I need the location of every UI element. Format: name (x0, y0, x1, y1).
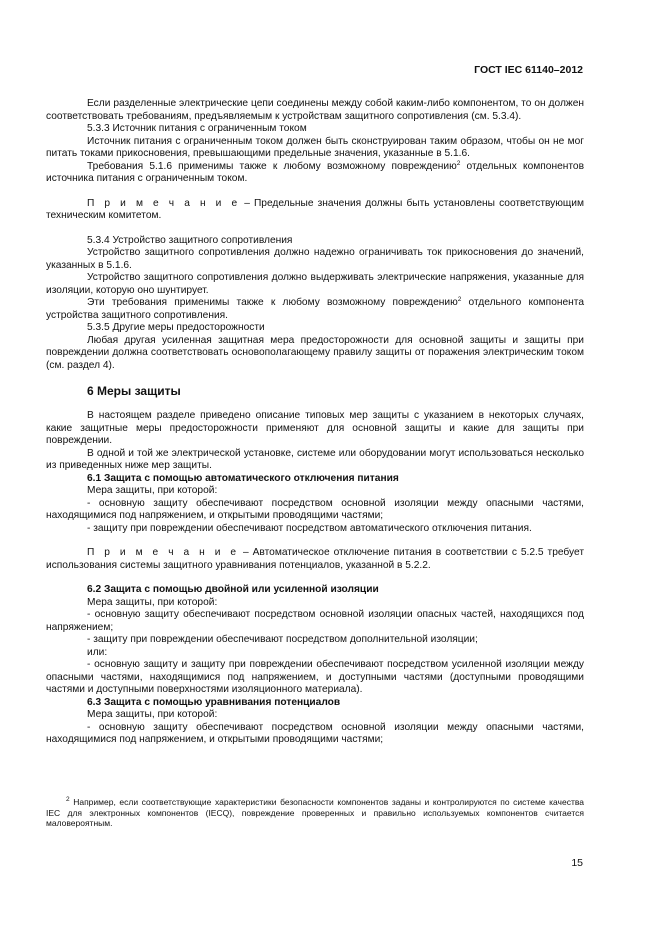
page-content (46, 98, 584, 747)
subsection-title-5-3-4: 5.3.4 Устройство защитного сопротивления (87, 234, 293, 246)
footnote-ref: 2 (456, 159, 461, 167)
paragraph: Требования 5.1.6 применимы также к любому возможному повреждению$^2$ отдельных компонентов источника питания с ограниченным током. (46, 159, 584, 184)
footnote-mark: 2 (66, 796, 70, 803)
subsection-title-6-1: 6.1 Защита с помощью автоматического отключения питания (87, 472, 399, 484)
list-item: - основную защиту обеспечивают посредством основной изоляции между опасными частями, находящимися под напряжением, и открытыми проводящими частями; (46, 721, 584, 745)
note-label: П р и м е ч а н и е (87, 197, 241, 209)
subsection-title-5-3-5: 5.3.5 Другие меры предосторожности (87, 322, 265, 333)
list-item: - основную защиту обеспечивают посредством основной изоляции опасных частей, находящихся под напряжением; (46, 609, 584, 633)
paragraph: Любая другая усиленная защитная мера предосторожности для основной защиты и защиты при повреждении должна соответствовать основополагающему правилу защиты от поражения электрическим током (см. раздел 4). (46, 334, 584, 371)
note-label: П р и м е ч а н и е (87, 547, 240, 558)
paragraph: Устройство защитного сопротивления должно выдерживать электрические напряжения, указанные для изоляции, которую оно шунтирует. (46, 272, 584, 296)
page-number: 15 (571, 857, 583, 869)
paragraph: Если разделенные электрические цепи соединены между собой каким-либо компонентом, то он должен соответствовать требованиям, предъявляемым к устройствам защитного сопротивления (см. 5.3.4). (46, 98, 584, 122)
subsection-title-5-3-3: 5.3.3 Источник питания с ограниченным током (87, 123, 307, 134)
note: П р и м е ч а н и е – Автоматическое отключение питания в соответствии с 5.2.5 требует использования системы защитного уравнивания потенциалов, указанной в 5.2.2. (46, 547, 584, 571)
paragraph: Источник питания с ограниченным током должен быть сконструирован таким образом, чтобы он не мог питать токами прикосновения, превышающими предельные значения, указанные в 5.1.6. (46, 135, 584, 159)
list-item: - основную защиту и защиту при повреждении обеспечивают посредством усиленной изоляции между опасными частями, находящимися под напряжением, и доступными частями (доступными проводящими частями и доступными поверхностями изоляционного материала). (46, 659, 584, 695)
section-title-6: 6 Меры защиты (87, 384, 181, 398)
list-item: - защиту при повреждении обеспечивают посредством автоматического отключения питания. (87, 522, 532, 534)
standard-header: ГОСТ IEC 61140–2012 (474, 64, 583, 76)
paragraph: Мера защиты, при которой: (87, 485, 218, 496)
paragraph: Мера защиты, при которой: (87, 709, 218, 720)
subsection-title-6-2: 6.2 Защита с помощью двойной или усиленной изоляции (87, 584, 379, 595)
paragraph: или: (87, 646, 108, 658)
paragraph: Устройство защитного сопротивления должно надежно ограничивать ток прикосновения до значений, указанных в 5.1.6. (46, 247, 584, 271)
list-item: - основную защиту обеспечивают посредством основной изоляции между опасными частями, находящимися под напряжением, и открытыми проводящими частями; (46, 497, 584, 521)
paragraph: Эти требования применимы также к любому возможному повреждению$^2$ отдельного компонента устройства защитного сопротивления. (46, 296, 584, 321)
footnote: $^2$ Например, если соответствующие характеристики безопасности компонентов заданы и контролируются по системе качества IEC для электронных компонентов (IECQ), повреждение проверенных и правильно используемых компонентов считается маловероятным. (46, 796, 584, 828)
paragraph: В одной и той же электрической установке, системе или оборудовании могут использоваться несколько из приведенных ниже мер защиты. (46, 447, 584, 471)
list-item: - защиту при повреждении обеспечивают посредством дополнительной изоляции; (87, 634, 478, 645)
subsection-title-6-3: 6.3 Защита с помощью уравнивания потенциалов (87, 696, 341, 708)
note: П р и м е ч а н и е – Предельные значения должны быть установлены соответствующим техническим комитетом. (46, 197, 584, 221)
paragraph: Мера защиты, при которой: (87, 596, 218, 608)
paragraph: В настоящем разделе приведено описание типовых мер защиты с указанием в некоторых случаях, какие защитные меры предосторожности применяют для основной защиты и какие для защиты при повреждении. (46, 410, 584, 446)
footnote-ref: 2 (457, 296, 462, 303)
